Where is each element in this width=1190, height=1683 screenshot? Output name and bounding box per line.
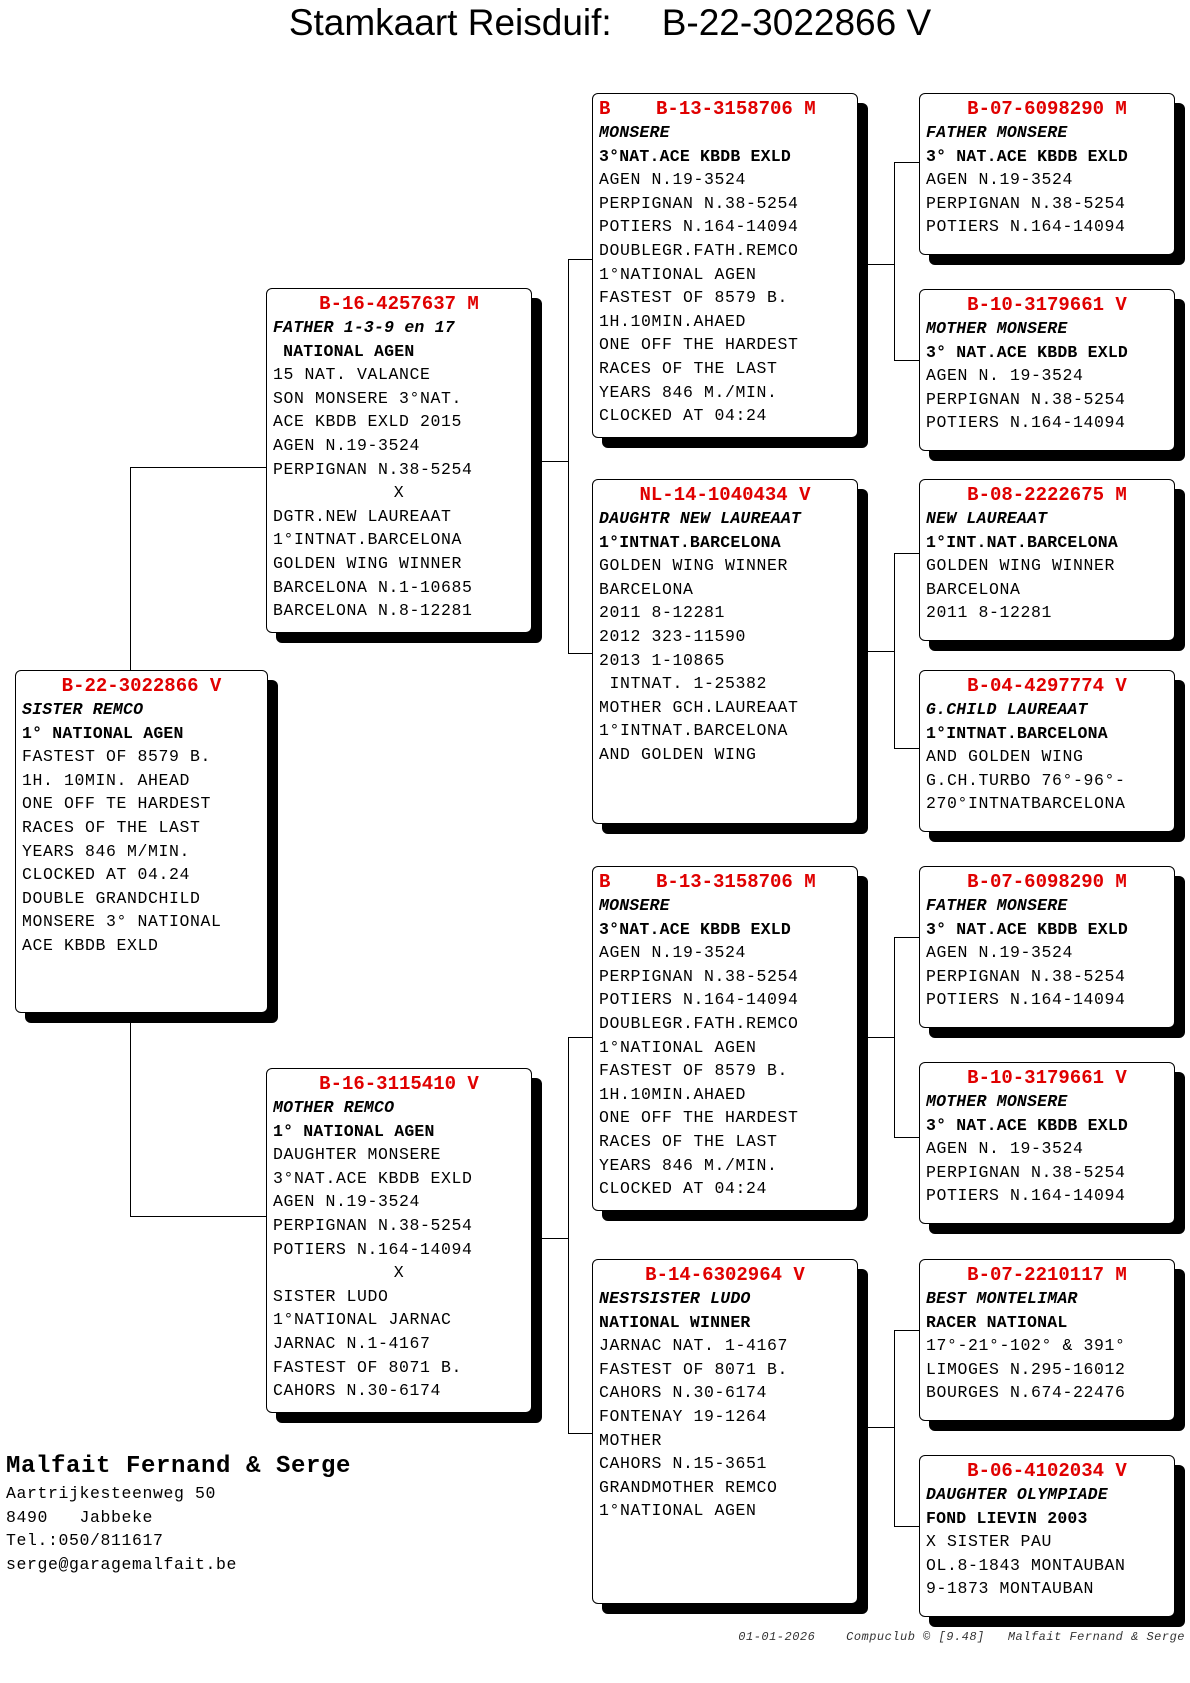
pedigree-line: FASTEST OF 8071 B.: [599, 1359, 789, 1379]
pedigree-line: POTIERS N.164-14094: [926, 217, 1126, 237]
connector-line: [568, 1433, 592, 1434]
pedigree-line: 3°NAT.ACE KBDB EXLD: [273, 1168, 473, 1188]
pedigree-line: FASTEST OF 8579 B.: [599, 288, 789, 308]
pedigree-line: DOUBLE GRANDCHILD: [22, 888, 201, 908]
pedigree-line: BARCELONA: [599, 579, 694, 599]
footer-date: 01-01-2026: [738, 1630, 816, 1644]
pedigree-line: POTIERS N.164-14094: [273, 1239, 473, 1259]
pedigree-line: PERPIGNAN N.38-5254: [273, 1215, 473, 1235]
pedigree-line: X SISTER PAU: [926, 1532, 1053, 1552]
pedigree-line: X: [393, 483, 405, 503]
card-mff: [919, 866, 1175, 1028]
pedigree-line: CLOCKED AT 04.24: [22, 865, 191, 885]
pedigree-line: DAUGHTER MONSERE: [273, 1145, 442, 1165]
ring-number: B-07-6098290 M: [967, 871, 1127, 893]
pedigree-line: PERPIGNAN N.38-5254: [926, 966, 1126, 986]
pedigree-line: 1°NATIONAL AGEN: [599, 1037, 757, 1057]
pigeon-name: FATHER 1-3-9 en 17: [273, 318, 455, 337]
ring-number: B-10-3179661 V: [967, 294, 1127, 316]
connector-line: [894, 1137, 919, 1138]
pedigree-line: X: [393, 1263, 405, 1283]
connector-line: [857, 1037, 895, 1038]
connector-line: [894, 162, 895, 360]
pedigree-line: FASTEST OF 8071 B.: [273, 1357, 463, 1377]
connector-line: [894, 748, 919, 749]
card-ff: [592, 93, 858, 438]
pedigree-line: 3° NAT.ACE KBDB EXLD: [926, 342, 1129, 362]
card-mfm: [919, 1062, 1175, 1224]
pedigree-line: INTNAT. 1-25382: [599, 674, 768, 694]
pedigree-line: 17°-21°-102° & 391°: [926, 1336, 1126, 1356]
pedigree-line: SON MONSERE 3°NAT.: [273, 388, 463, 408]
pedigree-line: BARCELONA N.1-10685: [273, 577, 473, 597]
pigeon-name: FATHER MONSERE: [926, 896, 1068, 915]
pedigree-line: AGEN N. 19-3524: [926, 366, 1084, 386]
pigeon-name: DAUGHTER OLYMPIADE: [926, 1485, 1108, 1504]
pigeon-name: MONSERE: [599, 896, 670, 915]
card-subject: [15, 670, 268, 1013]
card-mmm: [919, 1455, 1175, 1617]
pedigree-line: POTIERS N.164-14094: [926, 413, 1126, 433]
pedigree-line: 3°NAT.ACE KBDB EXLD: [599, 146, 791, 166]
owner-email: serge@garagemalfait.be: [6, 1554, 238, 1574]
pigeon-name: NESTSISTER LUDO: [599, 1289, 751, 1308]
pedigree-line: PERPIGNAN N.38-5254: [926, 1162, 1126, 1182]
card-fm: [592, 479, 858, 824]
connector-line: [894, 360, 919, 361]
pedigree-line: YEARS 846 M./MIN.: [599, 382, 778, 402]
pedigree-line: 1°NATIONAL AGEN: [599, 1501, 757, 1521]
pedigree-line: 3° NAT.ACE KBDB EXLD: [926, 1115, 1129, 1135]
pigeon-name: FATHER MONSERE: [926, 123, 1068, 142]
pedigree-line: CAHORS N.30-6174: [273, 1381, 442, 1401]
ring-number: B-22-3022866 V: [61, 675, 222, 697]
pedigree-line: 1°INTNAT.BARCELONA: [273, 530, 463, 550]
connector-line: [894, 937, 919, 938]
connector-line: [130, 467, 267, 468]
connector-line: [568, 1037, 592, 1038]
pedigree-line: PERPIGNAN N.38-5254: [926, 389, 1126, 409]
pedigree-line: ACE KBDB EXLD: [22, 935, 159, 955]
pedigree-line: AGEN N.19-3524: [926, 943, 1074, 963]
ring-number: B B-13-3158706 M: [599, 871, 816, 893]
pedigree-line: CAHORS N.15-3651: [599, 1454, 768, 1474]
connector-line: [857, 1427, 895, 1428]
pedigree-line: 2011 8-12281: [926, 603, 1053, 623]
card-fmm: [919, 670, 1175, 832]
pedigree-line: JARNAC N.1-4167: [273, 1333, 431, 1353]
pedigree-line: AND GOLDEN WING: [926, 747, 1084, 767]
pedigree-line: G.CH.TURBO 76°-96°-: [926, 770, 1126, 790]
pedigree-line: GOLDEN WING WINNER: [599, 556, 789, 576]
pedigree-line: DGTR.NEW LAUREAAT: [273, 506, 452, 526]
pedigree-line: 1°INTNAT.BARCELONA: [926, 723, 1108, 743]
owner-phone: Tel.:050/811617: [6, 1531, 164, 1550]
ring-number: B-10-3179661 V: [967, 1067, 1127, 1089]
card-ffm: [919, 289, 1175, 451]
card-fff: [919, 93, 1175, 255]
pedigree-line: AGEN N.19-3524: [273, 435, 421, 455]
pedigree-line: CAHORS N.30-6174: [599, 1383, 768, 1403]
pedigree-line: 1H. 10MIN. AHEAD: [22, 770, 191, 790]
pedigree-line: FONTENAY 19-1264: [599, 1406, 768, 1426]
card-mother: [266, 1068, 532, 1413]
pedigree-line: RACER NATIONAL: [926, 1312, 1068, 1332]
pedigree-line: POTIERS N.164-14094: [599, 990, 799, 1010]
pedigree-line: 1°INTNAT.BARCELONA: [599, 721, 789, 741]
ring-number: B-06-4102034 V: [967, 1460, 1127, 1482]
pedigree-line: MONSERE 3° NATIONAL: [22, 912, 222, 932]
pedigree-line: YEARS 846 M/MIN.: [22, 841, 191, 861]
pigeon-name: NEW LAUREAAT: [926, 509, 1048, 528]
connector-line: [894, 1330, 919, 1331]
pedigree-line: DOUBLEGR.FATH.REMCO: [599, 240, 799, 260]
ring-number: B-07-2210117 M: [967, 1264, 1127, 1286]
pedigree-line: 9-1873 MONTAUBAN: [926, 1579, 1095, 1599]
pedigree-line: 1H.10MIN.AHAED: [599, 1084, 747, 1104]
pedigree-line: AGEN N.19-3524: [599, 170, 747, 190]
pedigree-line: ONE OFF THE HARDEST: [599, 335, 799, 355]
ring-number: B-08-2222675 M: [967, 484, 1127, 506]
ring-number: B B-13-3158706 M: [599, 98, 816, 120]
connector-line: [130, 467, 131, 672]
pedigree-line: DOUBLEGR.FATH.REMCO: [599, 1013, 799, 1033]
pedigree-line: POTIERS N.164-14094: [599, 217, 799, 237]
connector-line: [531, 461, 569, 462]
pedigree-line: GOLDEN WING WINNER: [926, 556, 1116, 576]
connector-line: [130, 1216, 267, 1217]
pedigree-line: 2011 8-12281: [599, 603, 726, 623]
pedigree-line: ONE OFF TE HARDEST: [22, 794, 212, 814]
pedigree-line: RACES OF THE LAST: [599, 358, 778, 378]
connector-line: [568, 653, 592, 654]
pedigree-line: 1°INT.NAT.BARCELONA: [926, 532, 1118, 552]
pedigree-line: YEARS 846 M./MIN.: [599, 1155, 778, 1175]
pedigree-line: BARCELONA: [926, 579, 1021, 599]
pedigree-line: MOTHER GCH.LAUREAAT: [599, 697, 799, 717]
footer: [0, 1630, 1185, 1644]
pedigree-line: ONE OFF THE HARDEST: [599, 1108, 799, 1128]
connector-line: [857, 264, 895, 265]
pedigree-line: BARCELONA N.8-12281: [273, 601, 473, 621]
connector-line: [568, 1037, 569, 1433]
ring-number: B-14-6302964 V: [645, 1264, 805, 1286]
title-label: Stamkaart Reisduif:: [288, 2, 612, 43]
pedigree-line: 15 NAT. VALANCE: [273, 365, 431, 385]
connector-line: [568, 259, 592, 260]
connector-line: [857, 651, 895, 652]
owner-block: [6, 1452, 351, 1576]
card-mmf: [919, 1259, 1175, 1421]
pedigree-line: GOLDEN WING WINNER: [273, 553, 463, 573]
footer-owner: Malfait Fernand & Serge: [1007, 1630, 1185, 1644]
connector-line: [894, 553, 895, 748]
pedigree-line: 3° NAT.ACE KBDB EXLD: [926, 919, 1129, 939]
pedigree-line: 3°NAT.ACE KBDB EXLD: [599, 919, 791, 939]
pedigree-line: 3° NAT.ACE KBDB EXLD: [926, 146, 1129, 166]
pedigree-line: 2012 323-11590: [599, 626, 747, 646]
ring-number: B-04-4297774 V: [967, 675, 1127, 697]
page-title: [0, 2, 1190, 44]
pedigree-line: POTIERS N.164-14094: [926, 1186, 1126, 1206]
pedigree-line: FASTEST OF 8579 B.: [22, 747, 212, 767]
card-father: [266, 288, 532, 633]
ring-number: B-16-4257637 M: [319, 293, 479, 315]
card-mf: [592, 866, 858, 1211]
pedigree-line: 2013 1-10865: [599, 650, 726, 670]
owner-street: Aartrijkesteenweg 50: [6, 1484, 217, 1503]
pedigree-line: AGEN N.19-3524: [926, 170, 1074, 190]
connector-line: [894, 553, 919, 554]
pedigree-line: MOTHER: [599, 1430, 663, 1450]
pedigree-line: BOURGES N.674-22476: [926, 1383, 1126, 1403]
pedigree-line: NATIONAL AGEN: [273, 341, 415, 361]
ring-number: NL-14-1040434 V: [639, 484, 811, 506]
owner-name: Malfait Fernand & Serge: [6, 1453, 352, 1480]
pedigree-line: AGEN N.19-3524: [273, 1192, 421, 1212]
pigeon-name: MOTHER MONSERE: [926, 1092, 1068, 1111]
pigeon-name: MOTHER REMCO: [273, 1098, 395, 1117]
pedigree-line: CLOCKED AT 04:24: [599, 1179, 768, 1199]
pedigree-line: RACES OF THE LAST: [22, 817, 201, 837]
connector-line: [568, 259, 569, 653]
connector-line: [531, 1238, 569, 1239]
pedigree-line: ACE KBDB EXLD 2015: [273, 412, 463, 432]
pedigree-line: POTIERS N.164-14094: [926, 990, 1126, 1010]
pedigree-line: 1° NATIONAL AGEN: [22, 723, 184, 743]
pigeon-name: BEST MONTELIMAR: [926, 1289, 1078, 1308]
card-fmf: [919, 479, 1175, 641]
pedigree-line: RACES OF THE LAST: [599, 1131, 778, 1151]
pedigree-line: 1°INTNAT.BARCELONA: [599, 532, 781, 552]
connector-line: [894, 1330, 895, 1526]
connector-line: [894, 937, 895, 1137]
pedigree-line: PERPIGNAN N.38-5254: [926, 193, 1126, 213]
pedigree-line: 1° NATIONAL AGEN: [273, 1121, 435, 1141]
connector-line: [894, 1526, 919, 1527]
connector-line: [130, 1018, 131, 1216]
title-ring: B-22-3022866 V: [661, 2, 932, 43]
pedigree-line: 1H.10MIN.AHAED: [599, 311, 747, 331]
connector-line: [894, 162, 919, 163]
pedigree-line: SISTER LUDO: [273, 1286, 389, 1306]
pedigree-line: 1°NATIONAL AGEN: [599, 264, 757, 284]
ring-number: B-07-6098290 M: [967, 98, 1127, 120]
pedigree-line: PERPIGNAN N.38-5254: [599, 193, 799, 213]
pedigree-line: LIMOGES N.295-16012: [926, 1359, 1126, 1379]
pigeon-name: SISTER REMCO: [22, 700, 144, 719]
card-mm: [592, 1259, 858, 1604]
ring-number: B-16-3115410 V: [319, 1073, 479, 1095]
pedigree-line: FASTEST OF 8579 B.: [599, 1061, 789, 1081]
pedigree-line: AGEN N.19-3524: [599, 943, 747, 963]
pedigree-line: PERPIGNAN N.38-5254: [599, 966, 799, 986]
pigeon-name: MOTHER MONSERE: [926, 319, 1068, 338]
pedigree-line: AGEN N. 19-3524: [926, 1139, 1084, 1159]
pigeon-name: G.CHILD LAUREAAT: [926, 700, 1088, 719]
footer-software: Compuclub © [9.48]: [846, 1630, 985, 1644]
pedigree-line: NATIONAL WINNER: [599, 1312, 751, 1332]
pedigree-line: GRANDMOTHER REMCO: [599, 1477, 778, 1497]
pigeon-name: DAUGHTR NEW LAUREAAT: [599, 509, 802, 528]
pedigree-line: 270°INTNATBARCELONA: [926, 794, 1126, 814]
pedigree-line: JARNAC NAT. 1-4167: [599, 1336, 789, 1356]
pedigree-line: FOND LIEVIN 2003: [926, 1508, 1088, 1528]
owner-city: 8490 Jabbeke: [6, 1507, 154, 1527]
pigeon-name: MONSERE: [599, 123, 670, 142]
pedigree-line: PERPIGNAN N.38-5254: [273, 459, 473, 479]
pedigree-line: CLOCKED AT 04:24: [599, 406, 768, 426]
pedigree-line: AND GOLDEN WING: [599, 744, 757, 764]
pedigree-line: OL.8-1843 MONTAUBAN: [926, 1555, 1126, 1575]
pedigree-line: 1°NATIONAL JARNAC: [273, 1310, 452, 1330]
